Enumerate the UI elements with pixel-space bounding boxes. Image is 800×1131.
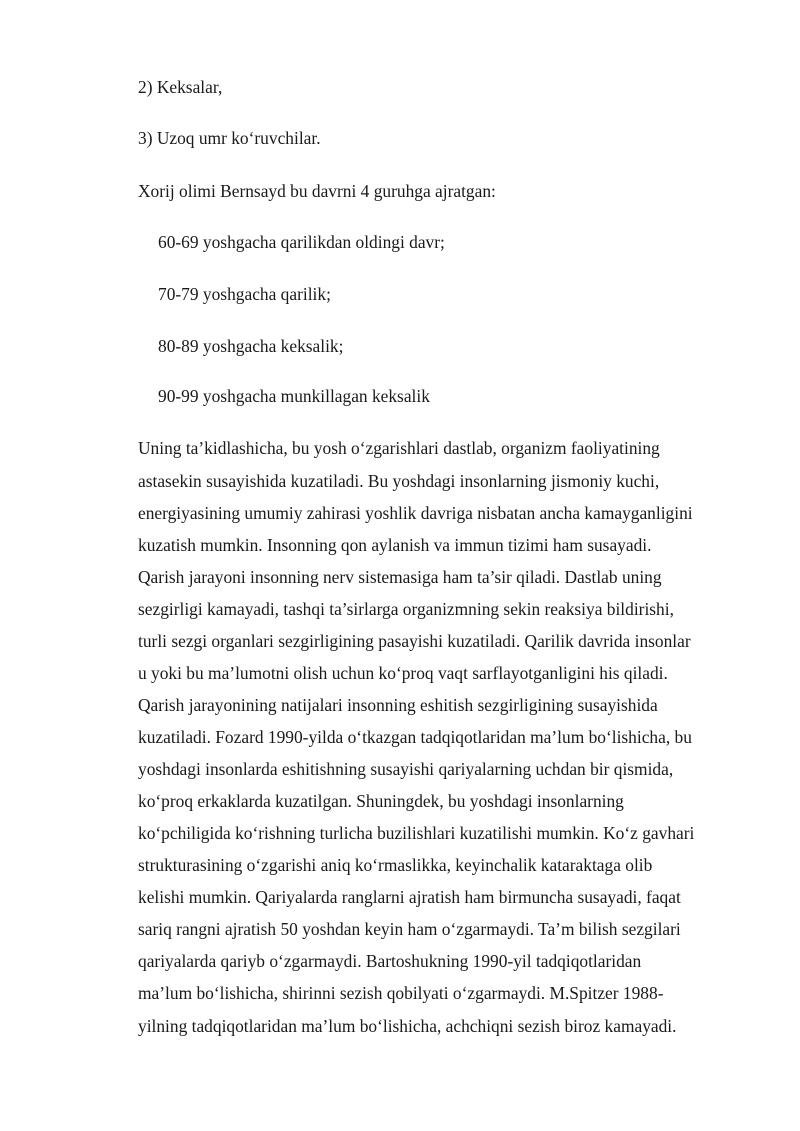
paragraph-line: kelishi mumkin. Qariyalarda ranglarni ajratish ham birmuncha susayadi, faqat — [138, 887, 681, 907]
paragraph-line: ma’lum bo‘lishicha, shirinni sezish qobilyati o‘zgarmaydi. M.Spitzer 1988- — [138, 983, 664, 1003]
paragraph-line: yoshdagi insonlarda eshitishning susayishi qariyalarning uchdan bir qismida, — [138, 759, 674, 779]
paragraph-line: u yoki bu ma’lumotni olish uchun ko‘proq vaqt sarflayotganligini his qiladi. — [138, 663, 668, 683]
document-page — [138, 0, 748, 1131]
paragraph-line: astasekin susayishida kuzatiladi. Bu yoshdagi insonlarning jismoniy kuchi, — [138, 471, 660, 491]
paragraph-line: kuzatiladi. Fozard 1990-yilda o‘tkazgan tadqiqotlaridan ma’lum bo‘lishicha, bu — [138, 727, 692, 747]
paragraph-line: ko‘proq erkaklarda kuzatilgan. Shuningdek, bu yoshdagi insonlarning — [138, 791, 624, 811]
group-item-80-89: 80-89 yoshgacha keksalik; — [158, 336, 344, 356]
paragraph-line: sariq rangni ajratish 50 yoshdan keyin ham o‘zgarmaydi. Ta’m bilish sezgilari — [138, 919, 681, 939]
paragraph-line: strukturasining o‘zgarishi aniq ko‘rmaslikka, keyinchalik kataraktaga olib — [138, 855, 653, 875]
paragraph-line: energiyasining umumiy zahirasi yoshlik davriga nisbatan ancha kamayganligini — [138, 503, 693, 523]
paragraph-line: turli sezgi organlari sezgirligining pasayishi kuzatiladi. Qarilik davrida insonlar — [138, 631, 691, 651]
paragraph-line: Uning ta’kidlashicha, bu yosh o‘zgarishlari dastlab, organizm faoliyatining — [138, 438, 660, 458]
paragraph-line: kuzatish mumkin. Insonning qon aylanish va immun tizimi ham susayadi. — [138, 535, 652, 555]
paragraph-line: qariyalarda qariyb o‘zgarmaydi. Bartoshukning 1990-yil tadqiqotlaridan — [138, 951, 642, 971]
group-item-70-79: 70-79 yoshgacha qarilik; — [158, 284, 331, 304]
list-item-keksalar: 2) Keksalar, — [138, 77, 223, 97]
group-item-90-99: 90-99 yoshgacha munkillagan keksalik — [158, 386, 430, 406]
paragraph-line: ko‘pchiligida ko‘rishning turlicha buzilishlari kuzatilishi mumkin. Ko‘z gavhari — [138, 823, 695, 843]
paragraph-line: Qarish jarayoni insonning nerv sistemasiga ham ta’sir qiladi. Dastlab uning — [138, 567, 662, 587]
paragraph-line: Qarish jarayonining natijalari insonning eshitish sezgirligining susayishida — [138, 695, 658, 715]
group-item-60-69: 60-69 yoshgacha qarilikdan oldingi davr; — [158, 232, 445, 252]
intro-sentence: Xorij olimi Bernsayd bu davrni 4 guruhga ajratgan: — [138, 181, 496, 201]
list-item-uzoq-umr: 3) Uzoq umr ko‘ruvchilar. — [138, 128, 321, 148]
paragraph-line: sezgirligi kamayadi, tashqi ta’sirlarga organizmning sekin reaksiya bildirishi, — [138, 599, 674, 619]
paragraph-line: yilning tadqiqotlaridan ma’lum bo‘lishicha, achchiqni sezish biroz kamayadi. — [138, 1016, 677, 1036]
